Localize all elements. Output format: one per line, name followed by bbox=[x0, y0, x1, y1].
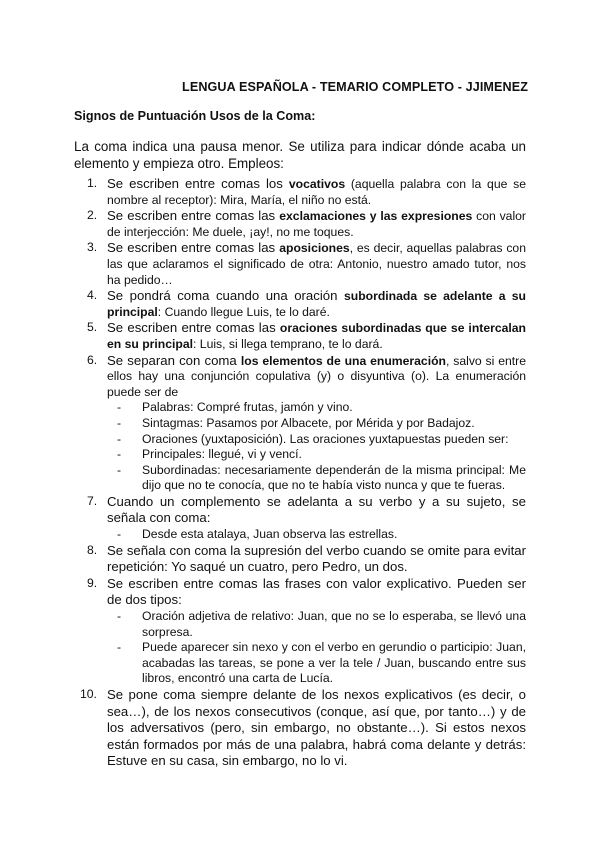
sub-list bbox=[107, 527, 526, 543]
list-item: 6. Se separan con coma los elementos de una enumeración, salvo si entre ellos hay una conjunción copulativa (y) o disyuntiva (o). La enumeración puede ser de - Palabras: Compré frutas, jamón y vino. - Sintagmas: Pasamos por Albacete, por Mérida y por Badajoz. - Oraciones (yuxtaposición). Las oraciones yuxtapuestas pueden ser: - Principales: llegué, vi y vencí. - Subordinadas: necesariamente dependerán de la misma principal: Me dijo que no te conocía, que no te había visto nunca y que te fueras. bbox=[87, 352, 527, 493]
bold-term: exclamaciones y las expresiones bbox=[279, 209, 473, 224]
list-item: 4. Se pondrá coma cuando una oración subordinada se adelante a su principal: Cuando llegue Luis, te lo daré. bbox=[87, 288, 526, 319]
document-header: LENGUA ESPAÑOLA - TEMARIO COMPLETO - JJIMENEZ bbox=[182, 80, 528, 94]
list-item: 8. Se señala con coma la supresión del verbo cuando se omite para evitar repetición: Yo saqué un cuatro, pero Pedro, un dos. bbox=[87, 542, 526, 575]
item-number: 10. bbox=[80, 687, 97, 701]
item-number: 7. bbox=[87, 493, 98, 508]
list-item: 2. Se escriben entre comas las exclamaciones y las expresiones con valor de interjección: Me duele, ¡ay!, no me toques. bbox=[87, 208, 526, 239]
list-item: 9. Se escriben entre comas las frases con valor explicativo. Pueden ser de dos tipos: - Oración adjetiva de relativo: Juan, que no se lo esperaba, se llevó una sorpresa. - Puede aparecer sin nexo y con el verbo en gerundio o participio: Juan, acabadas las tareas, se pone a ver la tele / Juan, buscando entre sus libros, encontró una carta de Lucía. bbox=[87, 575, 526, 686]
bold-term: subordinada se adelante a su principal bbox=[107, 289, 526, 319]
sub-list-item: - Oración adjetiva de relativo: Juan, que no se lo esperaba, se llevó una sorpresa. bbox=[117, 609, 526, 639]
list-item: 7. Cuando un complemento se adelanta a su verbo y a su sujeto, se señala con coma: - Desde esta atalaya, Juan observa las estrellas. bbox=[87, 493, 526, 542]
item-number: 4. bbox=[87, 288, 98, 303]
list-item: 1. Se escriben entre comas los vocativos (aquella palabra con la que se nombre al receptor): Mira, María, el niño no está. bbox=[87, 176, 526, 207]
sub-list bbox=[107, 400, 526, 494]
item-number: 1. bbox=[87, 176, 98, 190]
intro-paragraph: La coma indica una pausa menor. Se utiliza para indicar dónde acaba un elemento y empieza otro. Empleos: bbox=[74, 139, 526, 171]
item-number: 2. bbox=[87, 208, 98, 223]
bold-term: vocativos bbox=[288, 177, 346, 191]
item-number: 6. bbox=[87, 352, 98, 367]
list-item: 10. Se pone coma siempre delante de los nexos explicativos (es decir, o sea…), de los nexos consecutivos (conque, así que, por tanto…) y de los adversativos (pero, sin embargo, no obstante…). Si estos nexos están formados por más de una palabra, habrá coma delante y detrás: Estuve en su casa, sin embargo, no lo vi. bbox=[80, 687, 526, 769]
sub-list-item: - Palabras: Compré frutas, jamón y vino. bbox=[117, 400, 353, 415]
list-item: 5. Se escriben entre comas las oraciones subordinadas que se intercalan en su principal: Luis, si llega temprano, te lo dará. bbox=[87, 320, 527, 351]
item-number: 5. bbox=[87, 320, 98, 335]
bold-term: aposiciones bbox=[279, 241, 350, 256]
item-number: 8. bbox=[87, 542, 98, 557]
bold-term: los elementos de una enumeración bbox=[240, 353, 446, 368]
sub-list bbox=[107, 609, 526, 687]
sub-list-item: - Sintagmas: Pasamos por Albacete, por Mérida y por Badajoz. bbox=[117, 415, 475, 430]
sub-list-item: - Oraciones (yuxtaposición). Las oraciones yuxtapuestas pueden ser: bbox=[117, 431, 509, 446]
sub-list-item: - Subordinadas: necesariamente dependerán de la misma principal: Me dijo que no te conocía, que no te había visto nunca y que te fueras. bbox=[117, 462, 526, 493]
sub-list-item: - Desde esta atalaya, Juan observa las estrellas. bbox=[117, 527, 398, 542]
usage-list bbox=[74, 176, 526, 770]
list-item: 3. Se escriben entre comas las aposiciones, es decir, aquellas palabras con las que aclaramos el significado de otra: Antonio, nuestro amado tutor, nos ha pedido… bbox=[87, 240, 526, 287]
sub-list-item: - Puede aparecer sin nexo y con el verbo en gerundio o participio: Juan, acabadas las tareas, se pone a ver la tele / Juan, buscando entre sus libros, encontró una carta de Lucía. bbox=[117, 640, 526, 686]
item-number: 9. bbox=[87, 575, 98, 590]
section-title: Signos de Puntuación Usos de la Coma: bbox=[74, 109, 316, 123]
sub-list-item: - Principales: llegué, vi y vencí. bbox=[117, 447, 302, 462]
item-number: 3. bbox=[87, 240, 98, 255]
bold-term: oraciones subordinadas que se intercalan en su principal bbox=[107, 321, 527, 351]
